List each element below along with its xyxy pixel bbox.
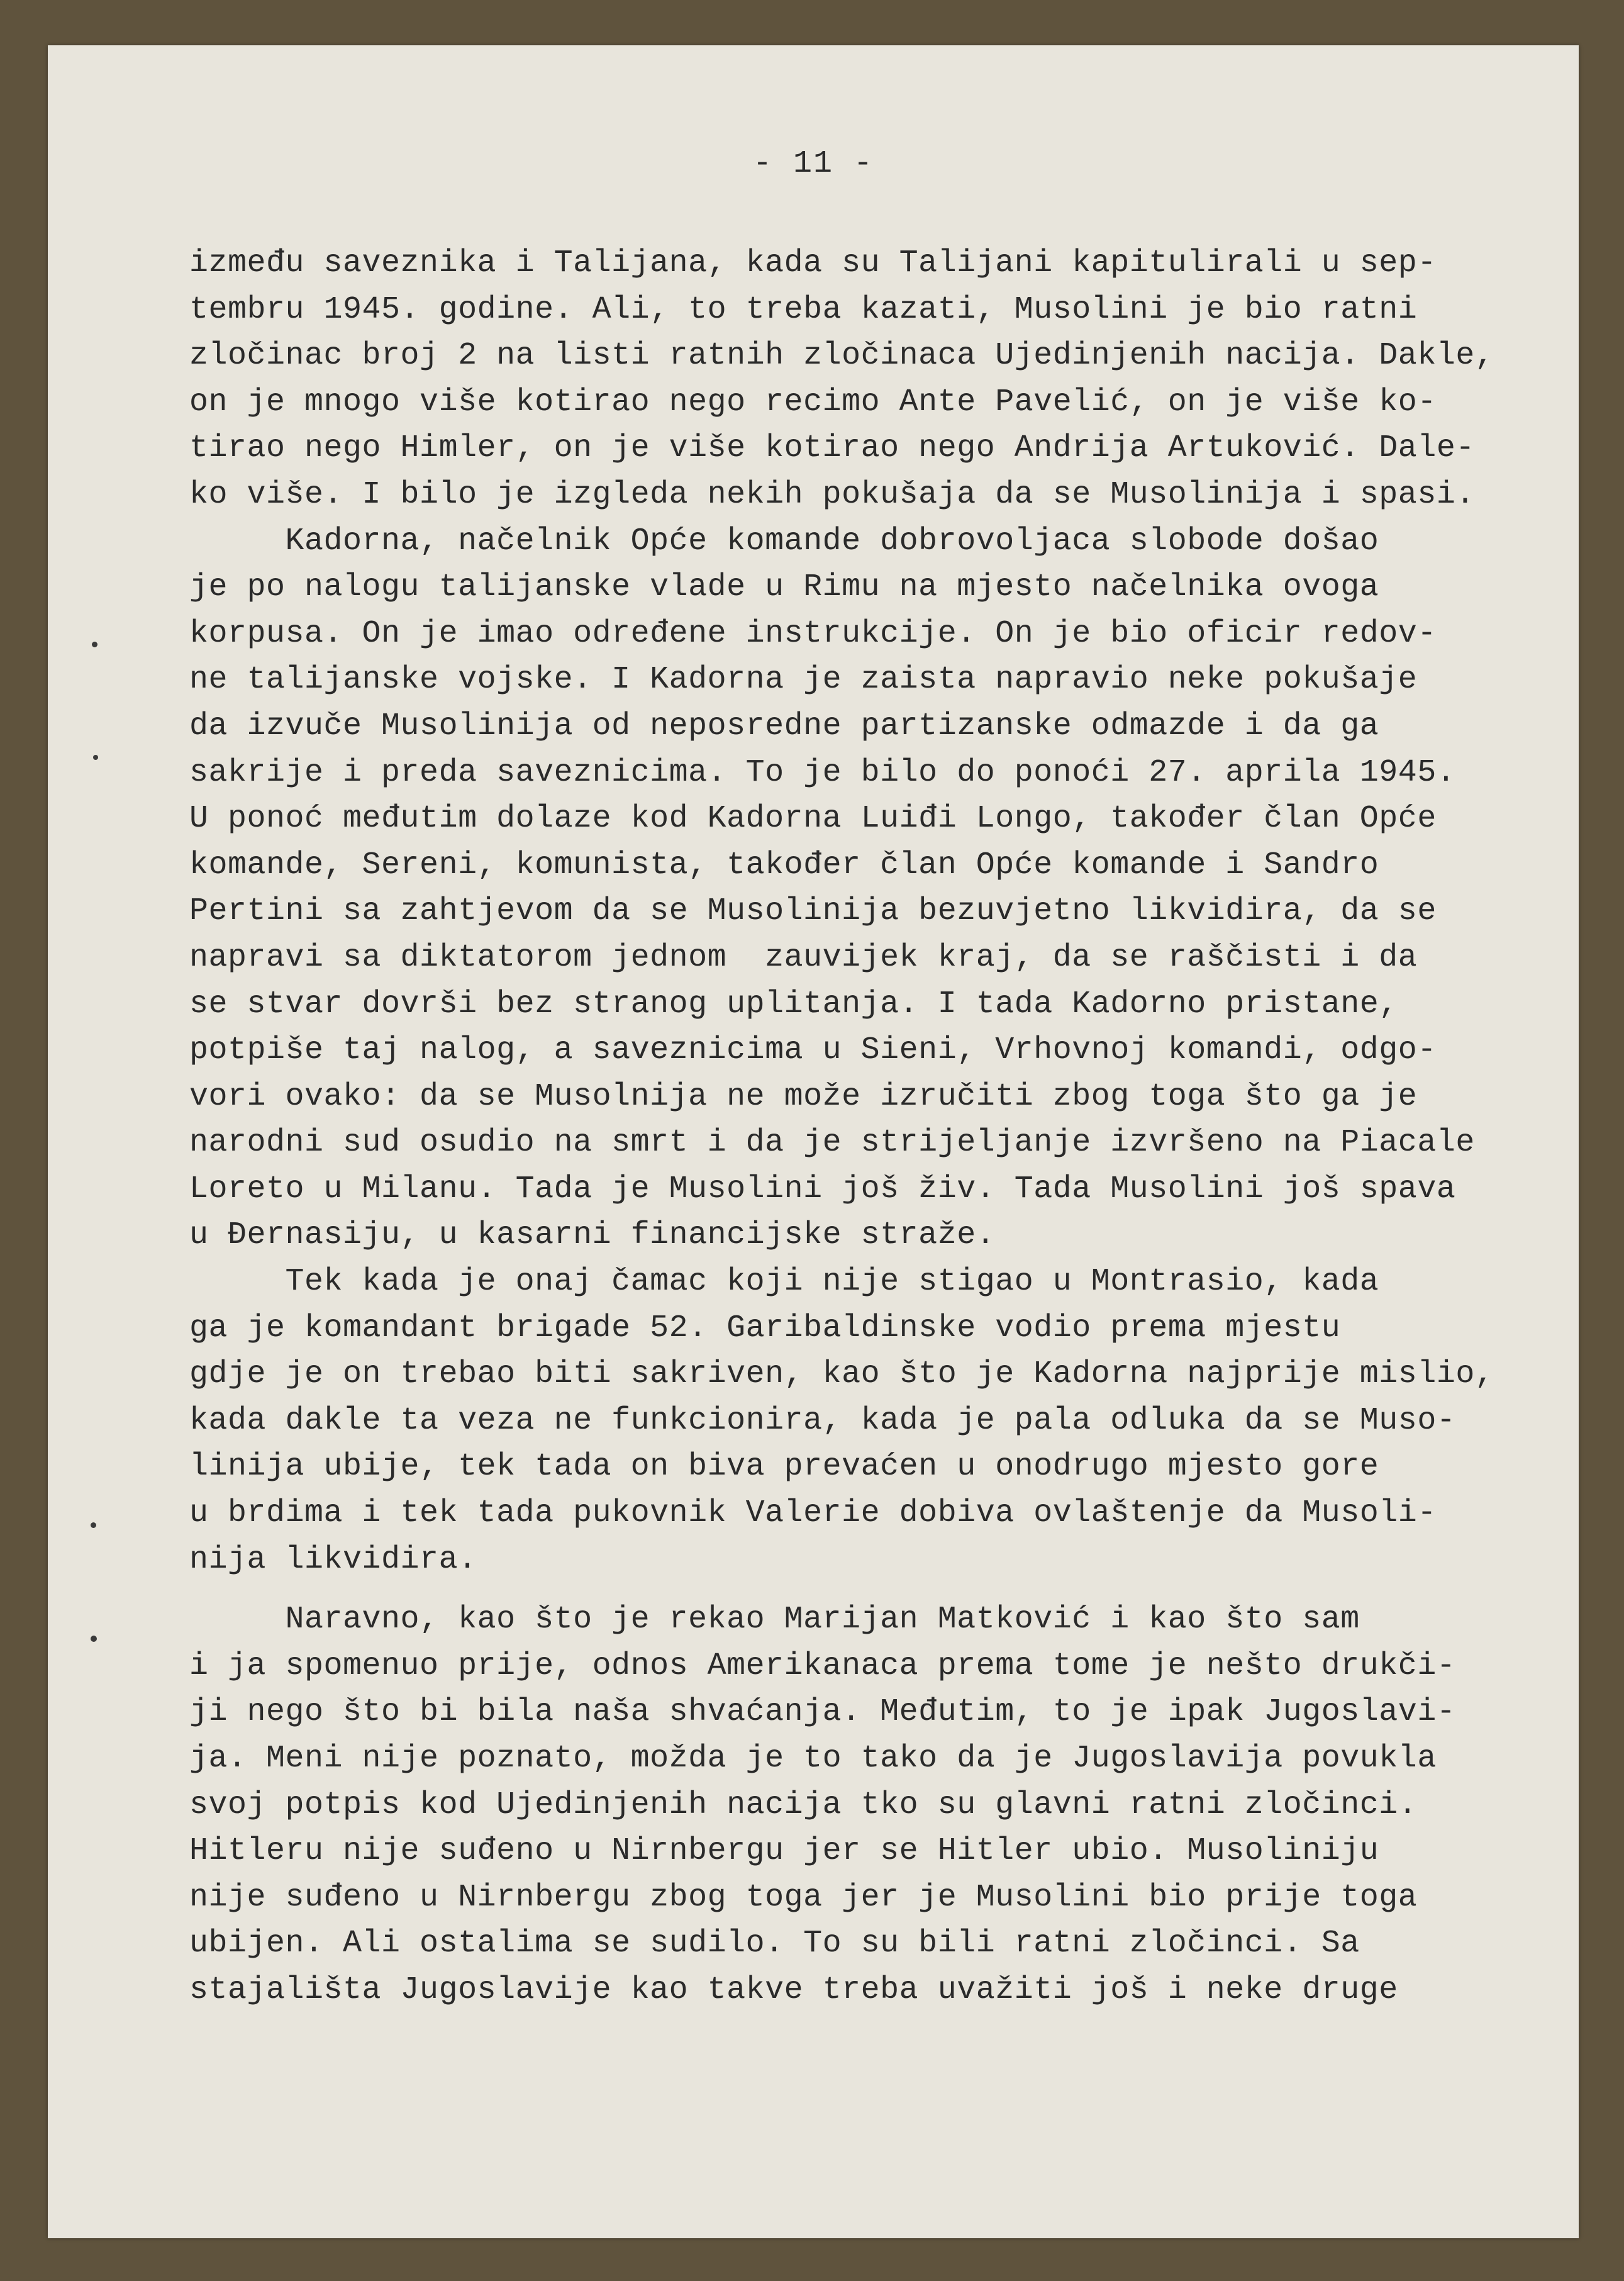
text-line: nija likvidira. (189, 1541, 477, 1578)
page-number: - 11 - (752, 146, 874, 182)
text-line: Hitleru nije suđeno u Nirnbergu jer se Hitler ubio. Musoliniju (189, 1833, 1379, 1870)
paragraph-spacer (189, 1583, 1523, 1597)
text-line: zločinac broj 2 na listi ratnih zločinaca Ujedinjenih nacija. Dakle, (189, 338, 1494, 374)
text-line: Tek kada je onaj čamac koji nije stigao u Montrasio, kada (189, 1264, 1379, 1300)
text-line: svoj potpis kod Ujedinjenih nacija tko su glavni ratni zločinci. (189, 1787, 1418, 1823)
text-line: Loreto u Milanu. Tada je Musolini još živ. Tada Musolini još spava (189, 1171, 1456, 1207)
document-page (48, 45, 1579, 2238)
text-line: ubijen. Ali ostalima se sudilo. To su bili ratni zločinci. Sa (189, 1926, 1360, 1962)
text-line: korpusa. On je imao određene instrukcije. On je bio oficir redov- (189, 615, 1437, 652)
text-line: ko više. I bilo je izgleda nekih pokušaja da se Musolinija i spasi. (189, 476, 1475, 513)
text-line: ja. Meni nije poznato, možda je to tako da je Jugoslavija povukla (189, 1741, 1437, 1776)
paragraph-1 (189, 240, 1523, 518)
paragraph-4 (189, 1597, 1523, 2013)
text-line: ji nego što bi bila naša shvaćanja. Međutim, to je ipak Jugoslavi- (189, 1694, 1456, 1731)
text-line: između saveznika i Talijana, kada su Talijani kapitulirali u sep- (189, 245, 1437, 281)
paragraph-2 (189, 518, 1523, 1259)
text-line: U ponoć međutim dolaze kod Kadorna Luiđi Longo, također član Opće (189, 801, 1437, 837)
text-line: linija ubije, tek tada on biva prevaćen u onodrugo mjesto gore (189, 1449, 1379, 1485)
text-line: Naravno, kao što je rekao Marijan Matković i kao što sam (189, 1602, 1360, 1638)
body-text (189, 240, 1523, 2014)
text-line: Kadorna, načelnik Opće komande dobrovoljaca slobode došao (189, 523, 1379, 559)
text-line: ga je komandant brigade 52. Garibaldinske vodio prema mjestu (189, 1310, 1341, 1346)
text-line: kada dakle ta veza ne funkcionira, kada je pala odluka da se Muso- (189, 1402, 1456, 1439)
text-line: i ja spomenuo prije, odnos Amerikanaca prema tome je nešto drukči- (189, 1648, 1456, 1684)
text-line: gdje je on trebao biti sakriven, kao što je Kadorna najprije mislio, (189, 1356, 1494, 1393)
text-line: se stvar dovrši bez stranog uplitanja. I tada Kadorno pristane, (189, 986, 1398, 1022)
punch-hole-mark (91, 1636, 97, 1642)
punch-hole-mark (93, 755, 98, 760)
punch-hole-mark (92, 642, 97, 647)
text-line: komande, Sereni, komunista, također član Opće komande i Sandro (189, 847, 1379, 883)
text-line: tembru 1945. godine. Ali, to treba kazati, Musolini je bio ratni (189, 291, 1418, 328)
text-line: u Đernasiju, u kasarni financijske straže. (189, 1217, 996, 1254)
text-line: Pertini sa zahtjevom da se Musolinija bezuvjetno likvidira, da se (189, 893, 1437, 930)
text-line: vori ovako: da se Musolnija ne može izručiti zbog toga što ga je (189, 1078, 1418, 1115)
text-line: narodni sud osudio na smrt i da je strijeljanje izvršeno na Piacale (189, 1125, 1475, 1161)
paragraph-3 (189, 1259, 1523, 1583)
text-line: potpiše taj nalog, a saveznicima u Sieni, Vrhovnoj komandi, odgo- (189, 1032, 1437, 1069)
text-line: u brdima i tek tada pukovnik Valerie dobiva ovlaštenje da Musoli- (189, 1495, 1437, 1532)
text-line: napravi sa diktatorom jednom zauvijek kraj, da se raščisti i da (189, 939, 1418, 976)
text-line: tirao nego Himler, on je više kotirao nego Andrija Artuković. Dale- (189, 430, 1475, 467)
text-line: stajališta Jugoslavije kao takve treba uvažiti još i neke druge (189, 1971, 1398, 2008)
punch-hole-mark (91, 1522, 96, 1528)
text-line: da izvuče Musolinija od neposredne partizanske odmazde i da ga (189, 708, 1379, 744)
text-line: on je mnogo više kotirao nego recimo Ante Pavelić, on je više ko- (189, 384, 1437, 420)
text-line: ne talijanske vojske. I Kadorna je zaista napravio neke pokušaje (189, 662, 1418, 698)
text-line: je po nalogu talijanske vlade u Rimu na mjesto načelnika ovoga (189, 569, 1379, 606)
text-line: nije suđeno u Nirnbergu zbog toga jer je Musolini bio prije toga (189, 1879, 1418, 1916)
text-line: sakrije i preda saveznicima. To je bilo do ponoći 27. aprila 1945. (189, 754, 1456, 791)
